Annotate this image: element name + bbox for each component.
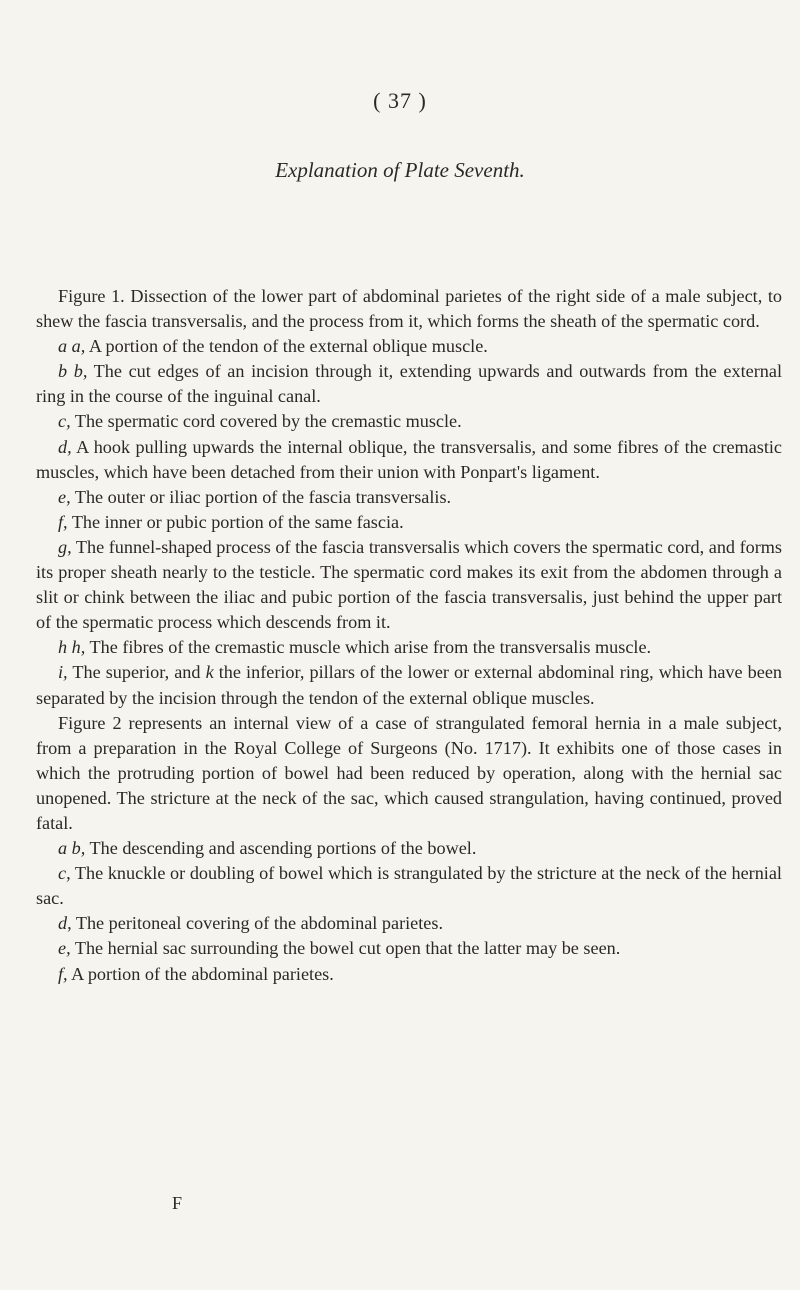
legend-item: g, The funnel-shaped process of the fascia transversalis which covers the spermatic cord, and forms its proper sheath nearly to the testicle. The spermatic cord makes its exit from the abdomen through a slit or chink between the iliac and pubic portion of the fascia transversalis, just behind the upper part of the spermatic process which descends from it. (36, 536, 782, 633)
legend-label: c, (58, 411, 71, 432)
legend-label: e, (58, 486, 71, 507)
legend-item: d, A hook pulling upwards the internal oblique, the transversalis, and some fibres of the cremastic muscles, which have been detached from their union with Ponpart's ligament. (36, 436, 782, 482)
figure-1-description: Figure 1. Dissection of the lower part of abdominal parietes of the right side of a male subject, to shew the fascia transversalis, and the process from it, which forms the sheath of the spermatic cord. (36, 286, 782, 332)
legend-item: f, A portion of the abdominal parietes. (58, 963, 334, 984)
legend-label: g, (58, 536, 72, 557)
figure-2-description: Figure 2 represents an internal view of a case of strangulated femoral hernia in a male subject, from a preparation in the Royal College of Surgeons (No. 1717). It exhibits one of those cases in which the protruding portion of bowel had been reduced by operation, along with the hernial sac unopened. The stricture at the neck of the sac, which caused strangulation, having continued, proved fatal. (36, 712, 782, 833)
page-heading: Explanation of Plate Seventh. (275, 158, 525, 182)
legend-label: f, (58, 963, 68, 984)
legend-item: e, The outer or iliac portion of the fascia transversalis. (58, 486, 452, 507)
legend-item: e, The hernial sac surrounding the bowel cut open that the latter may be seen. (58, 938, 621, 959)
legend-label: d, (58, 436, 72, 457)
legend-label: k (205, 662, 214, 683)
legend-label: d, (58, 913, 72, 934)
legend-item: c, The spermatic cord covered by the cremastic muscle. (58, 411, 462, 432)
legend-label: h h, (58, 637, 86, 658)
legend-item: a a, A portion of the tendon of the external oblique muscle. (58, 336, 488, 357)
legend-label: a b, (58, 838, 86, 859)
legend-label: b b, (58, 361, 88, 382)
legend-item: a b, The descending and ascending portions of the bowel. (58, 838, 477, 859)
legend-label: i, (58, 662, 68, 683)
legend-item: b b, The cut edges of an incision through it, extending upwards and outwards from the external ring in the course of the inguinal canal. (36, 361, 783, 407)
legend-item: f, The inner or pubic portion of the same fascia. (58, 511, 404, 532)
legend-label: c, (58, 863, 71, 884)
plate-explanation-text (36, 284, 782, 987)
catchword: F (172, 1193, 183, 1213)
legend-label: f, (58, 511, 68, 532)
legend-item: d, The peritoneal covering of the abdominal parietes. (58, 913, 444, 934)
page-number: ( 37 ) (373, 88, 427, 113)
legend-item: h h, The fibres of the cremastic muscle which arise from the transversalis muscle. (58, 637, 652, 658)
legend-label: a a, (58, 336, 86, 357)
legend-label: e, (58, 938, 71, 959)
legend-item: i, The superior, and k the inferior, pillars of the lower or external abdominal ring, which have been separated by the incision through the tendon of the external oblique muscles. (36, 662, 783, 708)
legend-item: c, The knuckle or doubling of bowel which is strangulated by the stricture at the neck of the hernial sac. (36, 863, 782, 909)
